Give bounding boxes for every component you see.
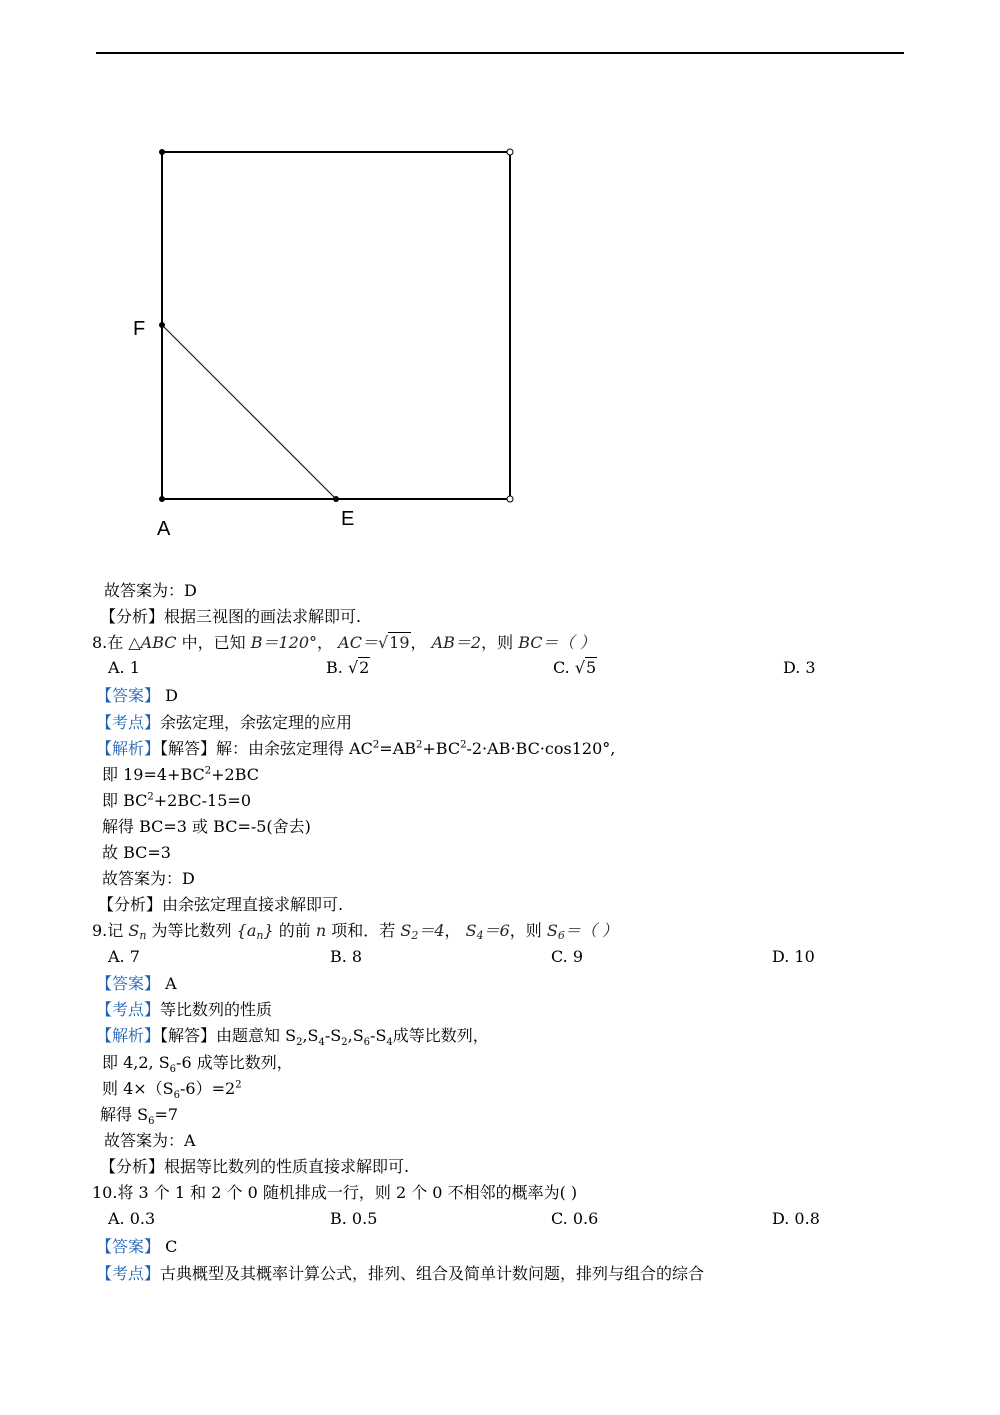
- segment-fe: [162, 325, 336, 499]
- q9-seq-open: {a: [236, 921, 257, 940]
- q10-topic: [96, 1263, 704, 1285]
- q8-conclusion: 故答案为：D: [102, 869, 195, 888]
- square-outline: [162, 152, 510, 499]
- q8-sol-text: 即 BC: [102, 791, 148, 810]
- q9-solution-tag: 【解析】: [96, 1026, 161, 1045]
- q9-eq: ＝6: [483, 921, 510, 940]
- q9-sol-text: ,S: [302, 1026, 319, 1045]
- q9-sn: [128, 921, 146, 940]
- q9-ask: ＝（ ）: [564, 921, 618, 940]
- q9-stem-pre: 记: [107, 921, 124, 940]
- q9-sub: 2: [411, 929, 419, 942]
- q8-option-c: C. √5: [553, 658, 597, 677]
- q9-sol-text: =7: [154, 1105, 179, 1124]
- q9-sol-text: -S: [324, 1026, 342, 1045]
- q8-ask: BC＝（ ）: [518, 633, 596, 652]
- q9-solution-line-4: [100, 1104, 178, 1126]
- q9-option-c: C. 9: [551, 947, 584, 966]
- q9-seq: [237, 921, 274, 940]
- sup: 2: [147, 791, 154, 803]
- q10-answer-value: C: [165, 1237, 178, 1256]
- q8-cond-ab: AB＝2: [431, 633, 482, 652]
- q9-s: S: [465, 921, 477, 940]
- q9-eq: ＝4: [418, 921, 445, 940]
- sup: 2: [416, 739, 423, 751]
- q9-analysis: 【分析】根据等比数列的性质直接求解即可.: [100, 1157, 410, 1176]
- q8-cond-b: B＝120°: [250, 633, 318, 652]
- q9-answer-value: A: [165, 974, 177, 993]
- point-e: [333, 496, 339, 502]
- q8-option-d: D. 3: [783, 658, 816, 677]
- q8-analysis: 【分析】由余弦定理直接求解即可.: [98, 895, 344, 914]
- q9-sol-text: -S: [370, 1026, 387, 1045]
- q8-solution-line-5: 故 BC=3: [102, 843, 171, 862]
- q9-s: S: [400, 921, 412, 940]
- q9-sol-text: 成等比数列，: [392, 1026, 489, 1045]
- q9-number: 9.: [92, 921, 108, 940]
- q8-solution-line-3: [102, 790, 251, 812]
- square-figure: [120, 135, 540, 555]
- q10-stem-text: 将 3 个 1 和 2 个 0 随机排成一行，则 2 个 0 不相邻的概率为( ): [117, 1183, 578, 1202]
- q8-sol-text: +2BC: [211, 765, 260, 784]
- q8-option-c-label: C.: [553, 658, 575, 677]
- q9-answer-tag: 【答案】: [96, 974, 161, 993]
- q9-solution-line-2: [102, 1052, 293, 1074]
- q8-topic: [96, 712, 352, 734]
- q8-answer-value: D: [165, 686, 178, 705]
- q10-answer-tag: 【答案】: [96, 1237, 161, 1256]
- q9-stem: 9.记 Sn 为等比数列 {an} 的前 n 项和．若 S2＝4， S4＝6，则 S6＝（ ）: [92, 921, 618, 942]
- q8-sol-text: +BC: [422, 739, 461, 758]
- sup: 2: [235, 1079, 242, 1091]
- q9-stem-post: ，则: [509, 921, 542, 940]
- q10-option-b: B. 0.5: [330, 1209, 378, 1228]
- q9-sol-text: 解得 S: [100, 1105, 149, 1124]
- label-e: E: [341, 508, 355, 530]
- q9-sol-text: ,S: [347, 1026, 364, 1045]
- header-rule: [96, 52, 904, 54]
- q8-answer: [96, 685, 178, 707]
- vertex-top-right: [507, 149, 513, 155]
- q8-solution-line-1: [96, 738, 615, 760]
- q9-s: S: [546, 921, 558, 940]
- q9-sol-text: 【解答】由题意知 S: [160, 1026, 297, 1045]
- q9-sol-text: 则 4×（S: [102, 1079, 174, 1098]
- vertex-bottom-right: [507, 496, 513, 502]
- q8-option-c-root: 5: [586, 658, 597, 677]
- q7-conclusion: 故答案为：D: [104, 581, 197, 600]
- sub: 6: [363, 1037, 371, 1049]
- square-diagram: [120, 135, 540, 555]
- q10-number: 10.: [92, 1183, 118, 1202]
- sup: 2: [372, 739, 380, 751]
- q9-option-b: B. 8: [330, 947, 363, 966]
- sub: 2: [296, 1037, 303, 1049]
- q8-topic-tag: 【考点】: [96, 713, 161, 732]
- q9-solution-line-1: [96, 1025, 489, 1047]
- sup: 2: [460, 739, 467, 751]
- q8-option-b: B. √2: [326, 658, 370, 677]
- q10-topic-text: 古典概型及其概率计算公式，排列、组合及简单计数问题，排列与组合的综合: [160, 1264, 705, 1283]
- sub: 6: [173, 1090, 181, 1102]
- sub: 6: [148, 1116, 155, 1128]
- q9-option-a: A. 7: [108, 947, 140, 966]
- q8-answer-tag: 【答案】: [96, 686, 161, 705]
- q8-stem: 8.在 △ABC 中，已知 B＝120°， AC＝√19， AB＝2，则 BC＝（ ）: [92, 633, 596, 652]
- sub: 4: [318, 1037, 325, 1049]
- q9-s: S: [128, 921, 140, 940]
- q9-solution-line-3: [102, 1078, 242, 1100]
- q8-solution-line-2: [102, 764, 259, 786]
- q9-answer: [96, 973, 177, 995]
- point-f: [159, 322, 165, 328]
- q9-topic: [96, 999, 272, 1021]
- q9-s4: [466, 921, 510, 940]
- sub: 2: [341, 1037, 348, 1049]
- q9-sol-text: -6 成等比数列，: [176, 1053, 293, 1072]
- q10-answer: [96, 1236, 177, 1258]
- q8-cond-ac-root: 19: [389, 633, 410, 652]
- q8-stem-pre: 在: [107, 633, 124, 652]
- q10-stem: [92, 1182, 577, 1204]
- q8-stem-mid: 中，已知: [181, 633, 246, 652]
- vertex-top-left: [159, 149, 165, 155]
- q9-sub-n: n: [256, 929, 264, 942]
- q8-sol-text: 【解答】解：由余弦定理得 AC: [160, 739, 373, 758]
- q8-cond-ac: AC＝√19: [338, 633, 410, 652]
- sup: 2: [204, 765, 212, 777]
- q9-stem-mid2: 的前: [278, 921, 311, 940]
- q8-stem-post: ，则: [481, 633, 514, 652]
- q8-number: 8.: [92, 633, 108, 652]
- q9-stem-mid: 为等比数列: [151, 921, 232, 940]
- q8-option-b-root: 2: [359, 658, 370, 677]
- label-a: A: [157, 518, 171, 540]
- q8-sol-text: =AB: [379, 739, 416, 758]
- q8-option-a: A. 1: [108, 658, 140, 677]
- q10-option-a: A. 0.3: [108, 1209, 156, 1228]
- q8-solution-tag: 【解析】: [96, 739, 161, 758]
- q8-topic-text: 余弦定理，余弦定理的应用: [160, 713, 353, 732]
- q8-sol-text: 即 19=4+BC: [102, 765, 205, 784]
- q8-triangle: △ABC: [128, 633, 177, 652]
- q9-conclusion: 故答案为：A: [104, 1131, 196, 1150]
- q9-option-d: D. 10: [772, 947, 815, 966]
- q10-option-d: D. 0.8: [772, 1209, 820, 1228]
- sub: 4: [386, 1037, 393, 1049]
- q9-sol-text: 即 4,2, S: [102, 1053, 170, 1072]
- q8-solution-line-4: 解得 BC=3 或 BC=-5(舍去): [102, 817, 311, 836]
- q8-option-b-label: B.: [326, 658, 348, 677]
- q7-analysis: 【分析】根据三视图的画法求解即可.: [100, 607, 362, 626]
- label-f: F: [133, 318, 146, 340]
- q10-topic-tag: 【考点】: [96, 1264, 161, 1283]
- q8-sol-text: -2·AB·BC·cos120°,: [466, 739, 616, 758]
- q10-option-c: C. 0.6: [551, 1209, 599, 1228]
- sub: 6: [169, 1064, 177, 1076]
- q9-topic-text: 等比数列的性质: [160, 1000, 273, 1019]
- q9-seq-close: }: [263, 921, 274, 940]
- q9-stem-mid3: 项和．若: [331, 921, 396, 940]
- q9-sol-text: -6）=2: [180, 1079, 236, 1098]
- vertex-a: [159, 496, 165, 502]
- q9-s6: [547, 921, 618, 940]
- q9-sub: 4: [476, 929, 484, 942]
- q9-topic-tag: 【考点】: [96, 1000, 161, 1019]
- q9-n: n: [315, 921, 327, 940]
- q9-s2: [400, 921, 444, 940]
- q9-sub: 6: [557, 929, 565, 942]
- q8-sol-text: +2BC-15=0: [153, 791, 251, 810]
- q8-cond-ac-pre: AC＝: [338, 633, 378, 652]
- q9-sub-n: n: [139, 929, 147, 942]
